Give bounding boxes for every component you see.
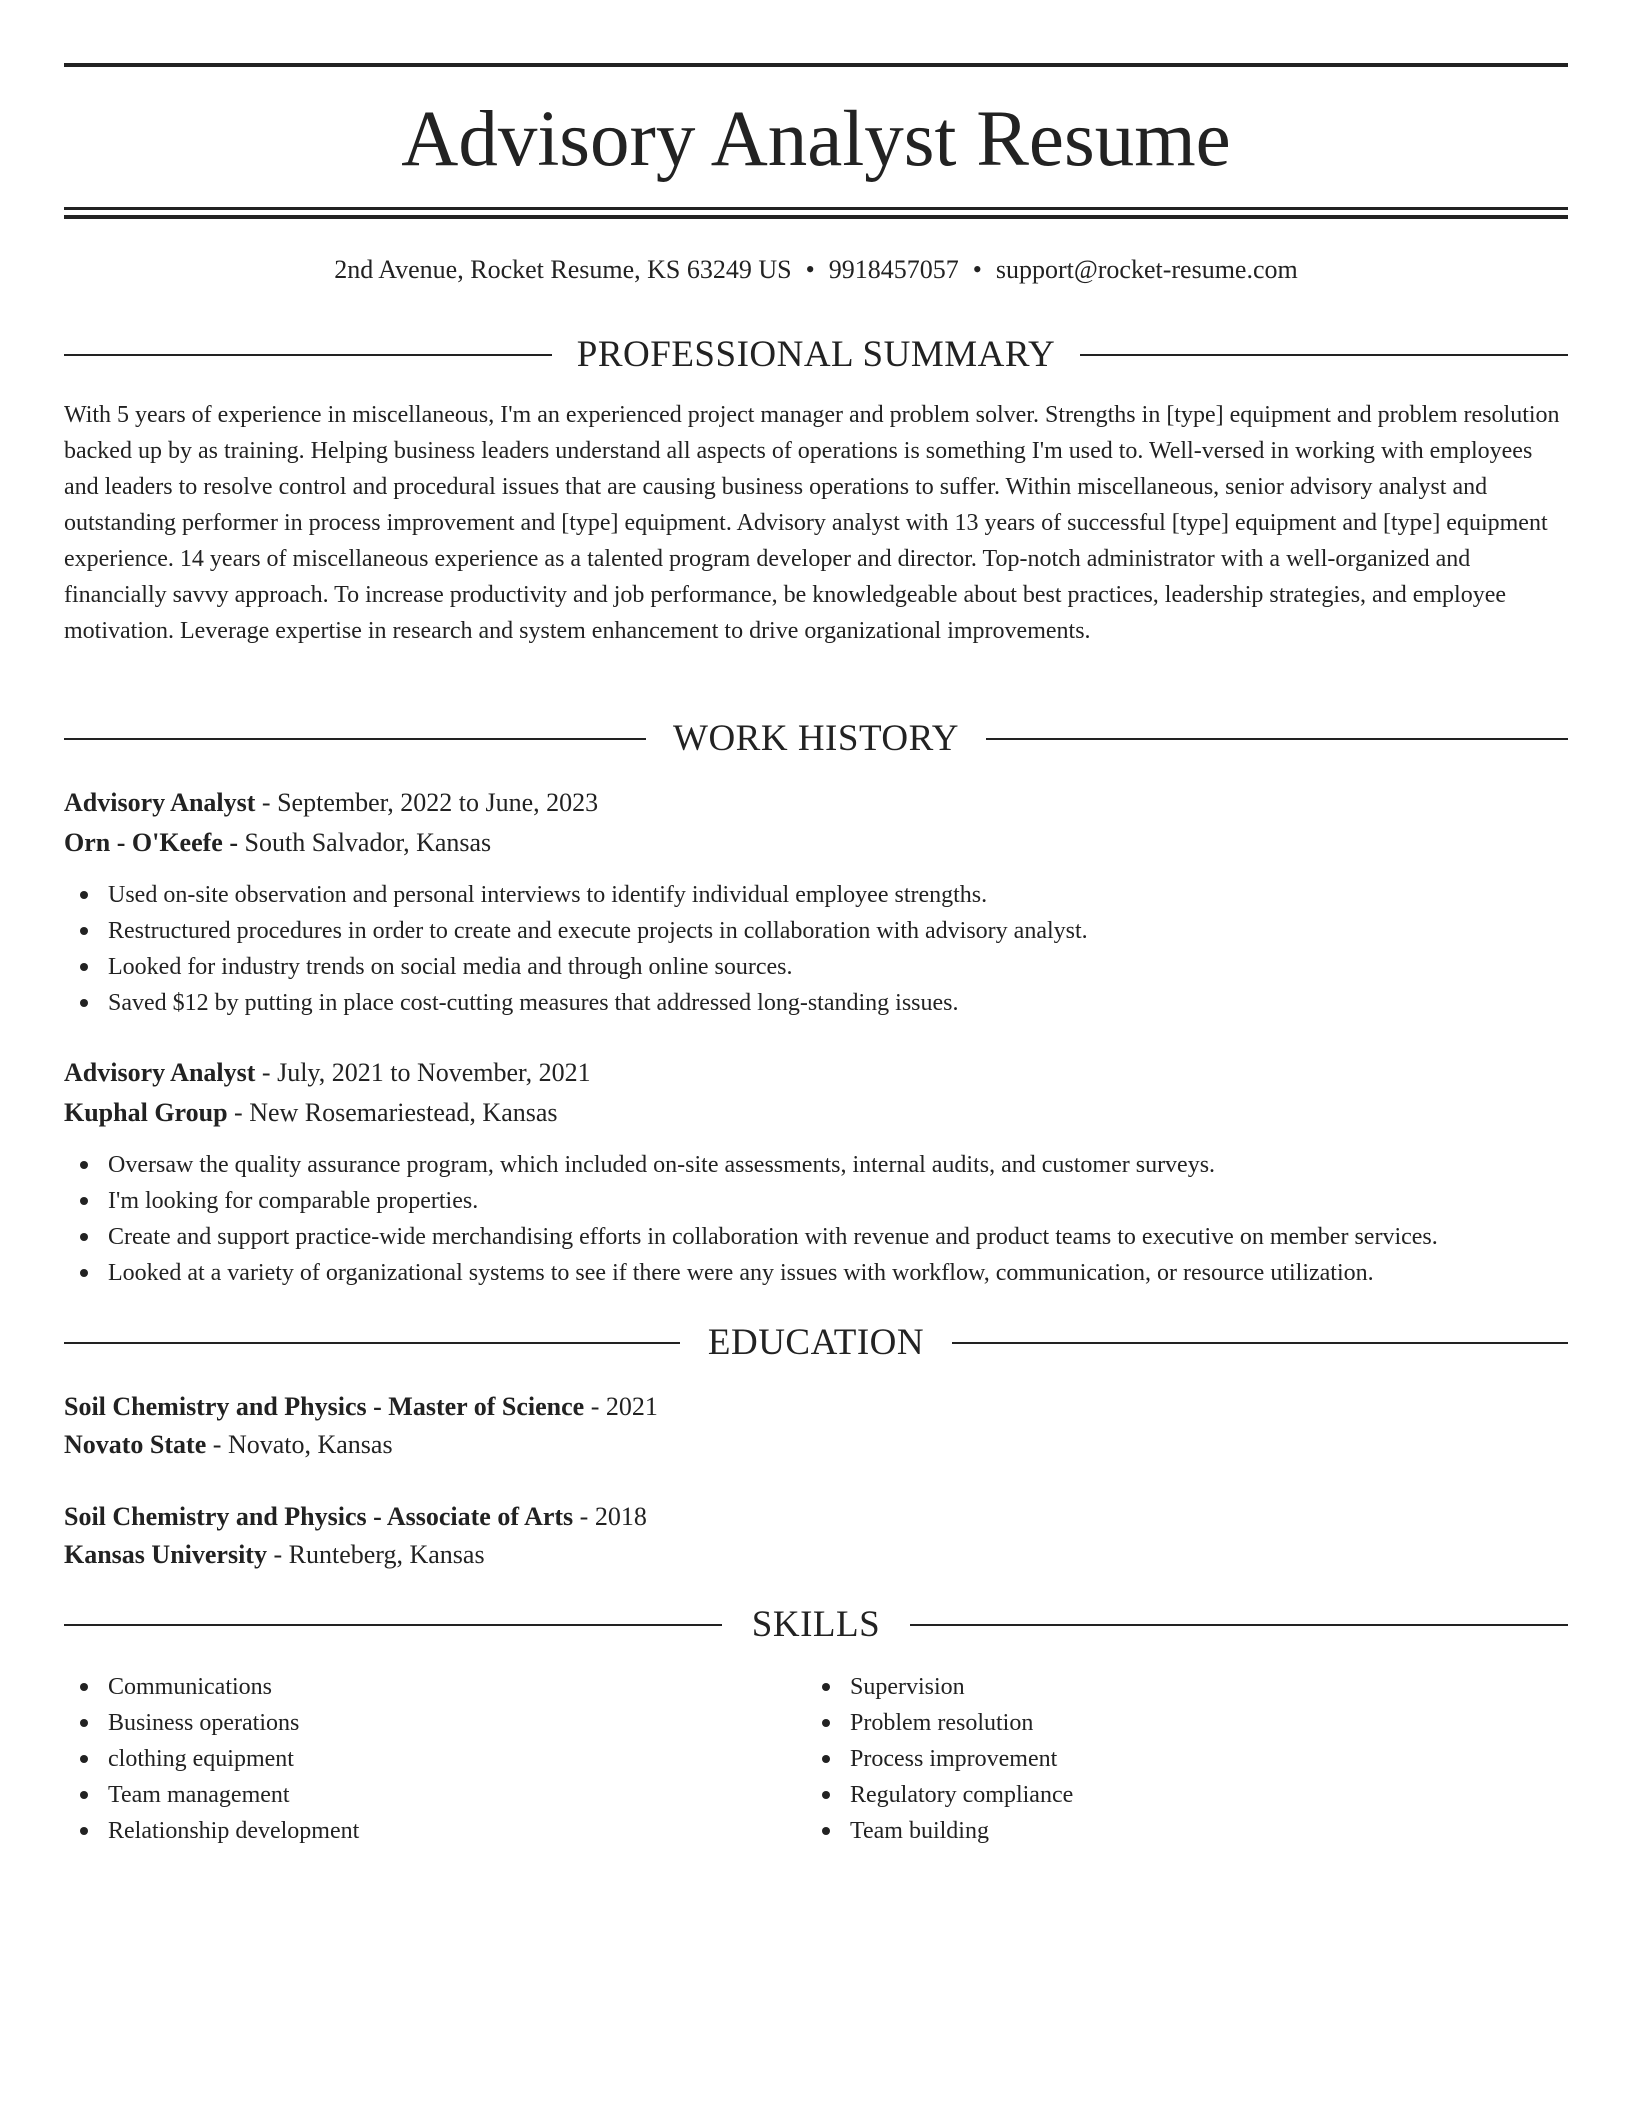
contact-separator: • — [972, 255, 982, 284]
education-school: Novato State — [64, 1430, 207, 1459]
job-title: Advisory Analyst — [64, 788, 256, 817]
list-item: Restructured procedures in order to create and execute projects in collaboration with advisory analyst. — [64, 913, 1088, 949]
education-school-line — [64, 1427, 393, 1463]
contact-address: 2nd Avenue, Rocket Resume, KS 63249 US — [334, 255, 792, 284]
contact-phone: 9918457057 — [828, 255, 959, 284]
title-rule-upper — [64, 207, 1568, 210]
section-title: EDUCATION — [707, 1322, 925, 1363]
skill-item: Regulatory compliance — [806, 1777, 1073, 1813]
section-heading-education — [64, 1318, 1568, 1368]
list-item: Create and support practice-wide merchandising efforts in collaboration with revenue and product teams to executive on member services. — [64, 1219, 1438, 1255]
education-degree: Soil Chemistry and Physics - Master of Science — [64, 1392, 585, 1421]
job-company-line — [64, 825, 491, 861]
job-bullets — [64, 877, 1088, 1021]
list-item: Saved $12 by putting in place cost-cutting measures that addressed long-standing issues. — [64, 985, 1088, 1021]
job-dates: September, 2022 to June, 2023 — [277, 788, 599, 817]
skill-item: Process improvement — [806, 1741, 1073, 1777]
education-degree-line — [64, 1389, 658, 1425]
section-title: WORK HISTORY — [673, 718, 959, 759]
section-title: PROFESSIONAL SUMMARY — [576, 334, 1056, 375]
summary-text: With 5 years of experience in miscellaneous, I'm an experienced project manager and problem solver. Strengths in [type] equipment and problem resolution backed up by as training. Helping business leaders understand all aspects of operations is something I'm used to. Well-versed in working with employees and leaders to resolve control and procedural issues that are causing business operations to suffer. Within miscellaneous, senior advisory analyst and outstanding performer in process improvement and [type] equipment. Advisory analyst with 13 years of successful [type] equipment and [type] equipment experience. 14 years of miscellaneous experience as a talented program developer and director. Top-notch administrator with a well-organized and financially savvy approach. To increase productivity and job performance, be knowledgeable about best practices, leadership strategies, and employee motivation. Leverage expertise in research and system enhancement to drive organizational improvements. — [64, 402, 1560, 644]
skill-item: Problem resolution — [806, 1705, 1073, 1741]
skill-item: Team management — [64, 1777, 359, 1813]
job-location: New Rosemariestead, Kansas — [249, 1098, 558, 1127]
skill-item: Relationship development — [64, 1813, 359, 1849]
dash: - — [273, 1540, 283, 1569]
job-bullets — [64, 1147, 1438, 1291]
job-company-line — [64, 1095, 558, 1131]
skill-item: Team building — [806, 1813, 1073, 1849]
education-location: Novato, Kansas — [227, 1430, 393, 1459]
dash: - — [234, 1098, 243, 1127]
contact-line — [64, 252, 1568, 288]
job-title-line — [64, 785, 598, 821]
dash: - — [261, 788, 271, 817]
title-rule-lower — [64, 215, 1568, 219]
dash: - — [590, 1392, 600, 1421]
dash: - — [212, 1430, 222, 1459]
section-heading-summary — [64, 330, 1568, 380]
skill-item: clothing equipment — [64, 1741, 359, 1777]
section-heading-skills — [64, 1600, 1568, 1650]
list-item: I'm looking for comparable properties. — [64, 1183, 1438, 1219]
list-item: Looked at a variety of organizational systems to see if there were any issues with workflow, communication, or resource utilization. — [64, 1255, 1438, 1291]
education-school-line — [64, 1537, 485, 1573]
skill-item: Business operations — [64, 1705, 359, 1741]
skill-item: Communications — [64, 1669, 359, 1705]
job-company: Kuphal Group — [64, 1098, 228, 1127]
top-rule — [64, 63, 1568, 67]
education-year: 2021 — [605, 1392, 658, 1421]
job-dates: July, 2021 to November, 2021 — [277, 1058, 591, 1087]
list-item: Used on-site observation and personal interviews to identify individual employee strengths. — [64, 877, 1088, 913]
contact-email: support@rocket-resume.com — [995, 255, 1298, 284]
job-location: South Salvador, Kansas — [244, 828, 492, 857]
education-school: Kansas University — [64, 1540, 267, 1569]
job-title-line — [64, 1055, 591, 1091]
education-degree-line — [64, 1499, 647, 1535]
section-heading-work — [64, 714, 1568, 764]
education-location: Runteberg, Kansas — [288, 1540, 485, 1569]
contact-separator: • — [805, 255, 815, 284]
job-title: Advisory Analyst — [64, 1058, 256, 1087]
dash: - — [261, 1058, 271, 1087]
skills-list-right — [806, 1669, 1073, 1849]
list-item: Looked for industry trends on social media and through online sources. — [64, 949, 1088, 985]
job-company: Orn - O'Keefe — [64, 828, 223, 857]
education-degree: Soil Chemistry and Physics - Associate of Arts — [64, 1502, 574, 1531]
education-year: 2018 — [594, 1502, 647, 1531]
dash: - — [579, 1502, 589, 1531]
skill-item: Supervision — [806, 1669, 1073, 1705]
dash: - — [229, 828, 239, 857]
section-title: SKILLS — [751, 1604, 881, 1645]
list-item: Oversaw the quality assurance program, which included on-site assessments, internal audits, and customer surveys. — [64, 1147, 1438, 1183]
skills-list-left — [64, 1669, 359, 1849]
resume-title: Advisory Analyst Resume — [401, 96, 1231, 183]
